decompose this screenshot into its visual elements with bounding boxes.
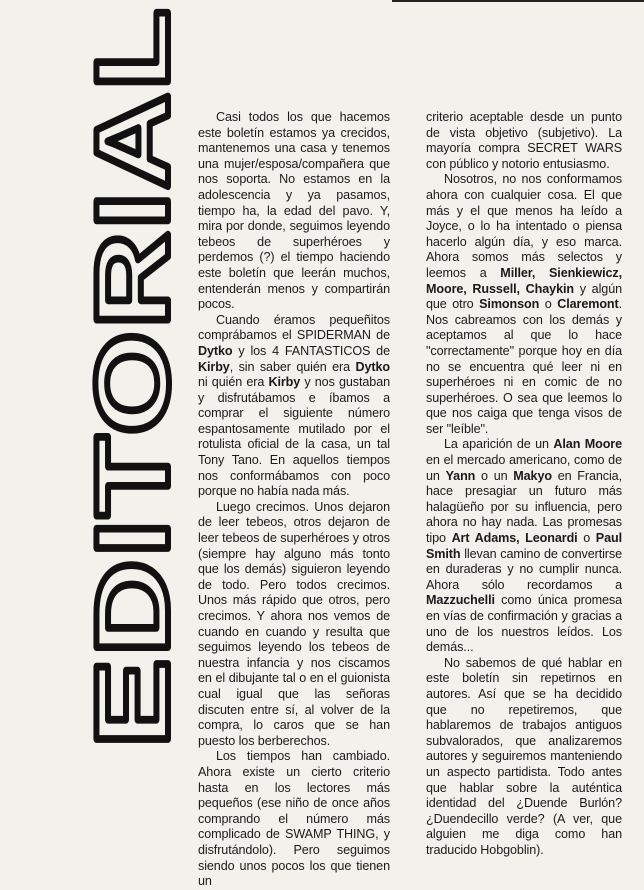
paragraph: Luego crecimos. Unos dejaron de leer tebeos, otros dejaron de leer tebeos de superhéroes y otros (siempre hay alguno más tonto que los demás) siguieron leyendo de todo. Pero todos crecimos. Unos más rápido que otros, pero crecimos. Y ahora nos vemos de cuando en cuando y resulta que seguimos leyendo los tebeos de nuestra infancia y nos ciscamos en el dibujante tal o en el guionista cual igual que las señoras discuten entre sí, al volver de la compra, lo caros que se han puesto los berberechos. xyxy=(198,499,390,748)
paragraph: No sabemos de qué hablar en este boletín sin repetirnos en autores. Así que se ha decidido que no repetiremos, que hablaremos de trabajos antiguos subvalorados, que analizaremos autores y seguiremos manteniendo un aspecto partidista. Todo antes que hablar sobre la auténtica identidad del ¿Duende Burlón? ¿Duendecillo verde? (A ver, que alguien me diga como han traducido Hobgoblin). xyxy=(426,655,622,857)
column-left xyxy=(198,110,390,890)
column-right xyxy=(426,110,622,859)
paragraph: Nosotros, no nos conformamos ahora con cualquier cosa. El que más y el que menos ha leído a Joyce, o lo ha intentado o piensa hacerlo algún día, y eso marca. Ahora somos más selectos y leemos a Miller, Sienkiewicz, Moore, Russell, Chaykin y algún que otro Simonson o Claremont. Nos cabreamos con los demás y aceptamos al que lo hace "correctamente" porque hoy en día no se encuentra qué leer ni en superhéroes ni en comic de no superhéroes. O sea que leemos lo que nos caiga que tenga visos de ser "leíble". xyxy=(426,172,623,436)
paragraph: La aparición de un Alan Moore en el mercado americano, como de un Yann o un Makyo en Francia, hace presagiar un futuro más halagüeño por su influencia, pero ahora no hay nada. Las promesas tipo Art Adams, Leonardi o Paul Smith llevan camino de convertirse en duraderas y no cumplir nunca. Ahora sólo recordamos a Mazzuchelli como única promesa en vías de confirmación y gracias a uno de los nuestros leídos. Los demás... xyxy=(426,437,622,655)
paragraph: Casi todos los que hacemos este boletín estamos ya crecidos, mantenemos una casa y tenemos una mujer/esposa/compañera que nos soporta. No estamos en la adolescencia y ya pasamos, tiempo ha, la edad del pavo. Y, mira por donde, seguimos leyendo tebeos de superhéroes y perdemos (?) el tiempo haciendo este boletín que leerán muchos, entenderán menos y compartirán pocos. xyxy=(198,110,390,312)
paragraph: Cuando éramos pequeñitos comprábamos el SPIDERMAN de Dytko y los 4 FANTASTICOS de Kirby, sin saber quién era Dytko ni quién era Kirby y nos gustaban y disfrutábamos e íbamos a comprar el siguiente número espantosamente mutilado por el rotulista oficial de la casa, un tal Tony Tano. En aquellos tiempos nos conformábamos con poco porque no había nada más. xyxy=(198,312,391,499)
editorial-title-text: EDITORIAL xyxy=(75,171,191,748)
editorial-title xyxy=(40,0,200,750)
paragraph: criterio aceptable desde un punto de vista objetivo (subjetivo). La mayoría compra SECRET WARS con público y notorio entusiasmo. xyxy=(426,110,622,171)
top-rule xyxy=(392,0,644,2)
paragraph: Los tiempos han cambiado. Ahora existe un cierto criterio hasta en los lectores más pequeños (ese niño de once años comprando el número más complicado de SWAMP THING, y disfrutándolo). Pero seguimos siendo unos pocos los que tienen un xyxy=(198,749,390,889)
